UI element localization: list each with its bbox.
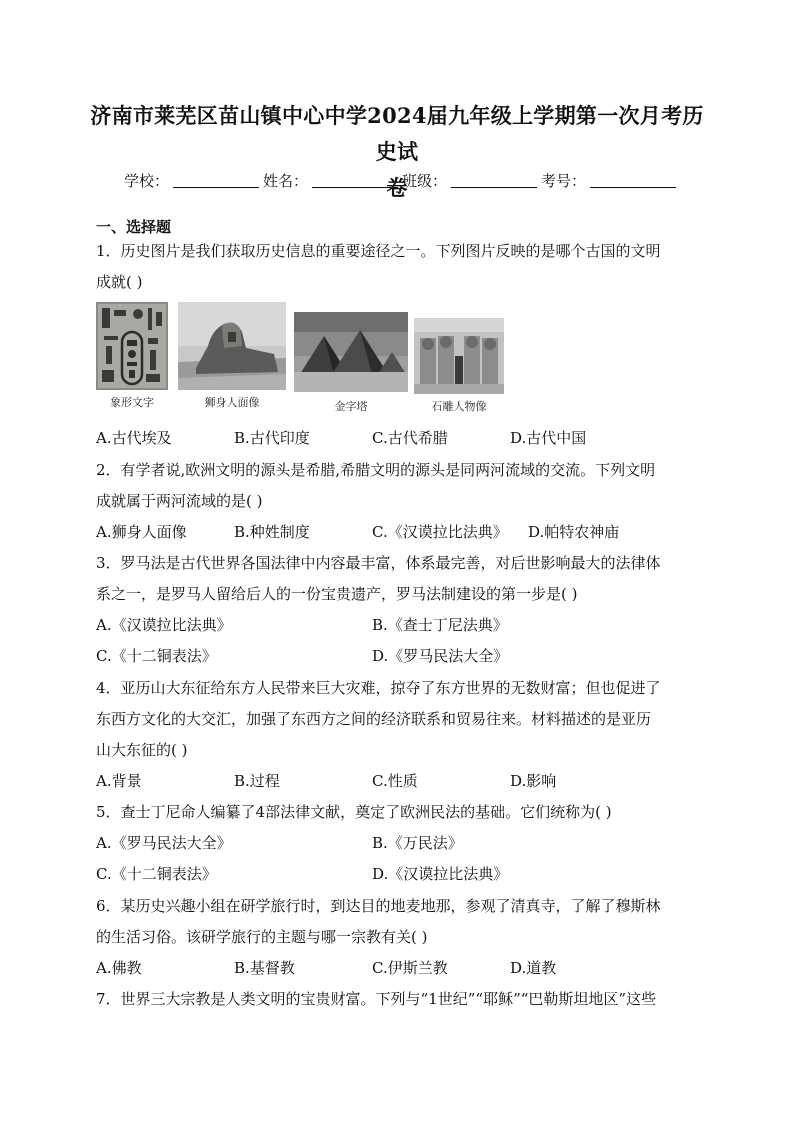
q2-option-d[interactable]: D.帕特农神庙 [528,523,620,541]
caption-pyramid: 金字塔 [334,400,368,413]
q3-option-b[interactable]: B.《查士丁尼法典》 [372,616,508,634]
q6-option-d[interactable]: D.道教 [510,959,557,977]
question-3-line-2: 系之一，是罗马人留给后人的一份宝贵遗产，罗马法制建设的第一步是( ) [96,585,578,603]
q1-option-d[interactable]: D.古代中国 [510,429,587,447]
q4-option-a[interactable]: A.背景 [96,772,142,790]
hieroglyph-image [96,302,168,390]
class-blank[interactable] [451,175,537,188]
question-7-line-1: 7．世界三大宗教是人类文明的宝贵财富。下列与“1世纪”“耶稣”“巴勒斯坦地区”这些 [96,990,657,1008]
student-info-row [124,170,680,191]
q6-option-b[interactable]: B.基督教 [234,959,295,977]
title-line-2: 卷 [386,175,408,200]
question-2-line-2: 成就属于两河流域的是( ) [96,492,263,510]
question-6-line-2: 的生活习俗。该研学旅行的主题与哪一宗教有关( ) [96,928,428,946]
q5-option-d[interactable]: D.《汉谟拉比法典》 [372,865,509,883]
caption-stone-statues: 石雕人物像 [431,400,487,413]
q1-option-a[interactable]: A.古代埃及 [96,429,172,447]
question-4-line-1: 4．亚历山大东征给东方人民带来巨大灾难，掠夺了东方世界的无数财富；但也促进了 [96,679,661,697]
q2-option-a[interactable]: A.狮身人面像 [96,523,187,541]
q3-option-c[interactable]: C.《十二铜表法》 [96,647,217,665]
title-line-1: 济南市莱芜区苗山镇中心中学2024届九年级上学期第一次月考历史试 [90,103,704,164]
school-label: 学校： [124,172,170,190]
exam-number-label: 考号： [541,172,587,190]
q2-option-b[interactable]: B.种姓制度 [234,523,310,541]
question-5-line-1: 5．查士丁尼命人编纂了4部法律文献，奠定了欧洲民法的基础。它们统称为( ) [96,803,612,821]
q1-option-c[interactable]: C.古代希腊 [372,429,448,447]
exam-number-blank[interactable] [590,175,676,188]
q4-option-d[interactable]: D.影响 [510,772,557,790]
caption-sphinx: 狮身人面像 [204,396,260,409]
school-blank[interactable] [173,175,259,188]
pyramid-image [294,312,408,392]
question-1-line-1: 1．历史图片是我们获取历史信息的重要途径之一。下列图片反映的是哪个古国的文明 [96,242,661,260]
q3-option-a[interactable]: A.《汉谟拉比法典》 [96,616,232,634]
q6-option-a[interactable]: A.佛教 [96,959,142,977]
name-label: 姓名： [263,172,309,190]
question-1-images [96,302,516,417]
class-label: 班级： [402,172,448,190]
name-blank[interactable] [312,175,398,188]
section-title: 一、选择题 [96,218,172,236]
q3-option-d[interactable]: D.《罗马民法大全》 [372,647,509,665]
q5-option-b[interactable]: B.《万民法》 [372,834,463,852]
q4-option-c[interactable]: C.性质 [372,772,418,790]
q1-option-b[interactable]: B.古代印度 [234,429,310,447]
q2-option-c[interactable]: C.《汉谟拉比法典》 [372,523,508,541]
question-4-line-3: 山大东征的( ) [96,741,188,759]
q4-option-b[interactable]: B.过程 [234,772,280,790]
sphinx-image [178,302,286,390]
question-4-line-2: 东西方文化的大交汇，加强了东西方之间的经济联系和贸易往来。材料描述的是亚历 [96,710,652,728]
q5-option-c[interactable]: C.《十二铜表法》 [96,865,217,883]
question-3-line-1: 3．罗马法是古代世界各国法律中内容最丰富，体系最完善，对后世影响最大的法律体 [96,554,661,572]
question-6-line-1: 6．某历史兴趣小组在研学旅行时，到达目的地麦地那，参观了清真寺，了解了穆斯林 [96,897,661,915]
stone-statues-image [414,318,504,394]
question-2-line-1: 2．有学者说,欧洲文明的源头是希腊,希腊文明的源头是同两河流域的交流。下列文明 [96,461,656,479]
q5-option-a[interactable]: A.《罗马民法大全》 [96,834,232,852]
question-1-line-2: 成就( ) [96,273,143,291]
caption-hieroglyph: 象形文字 [110,396,154,409]
q6-option-c[interactable]: C.伊斯兰教 [372,959,448,977]
